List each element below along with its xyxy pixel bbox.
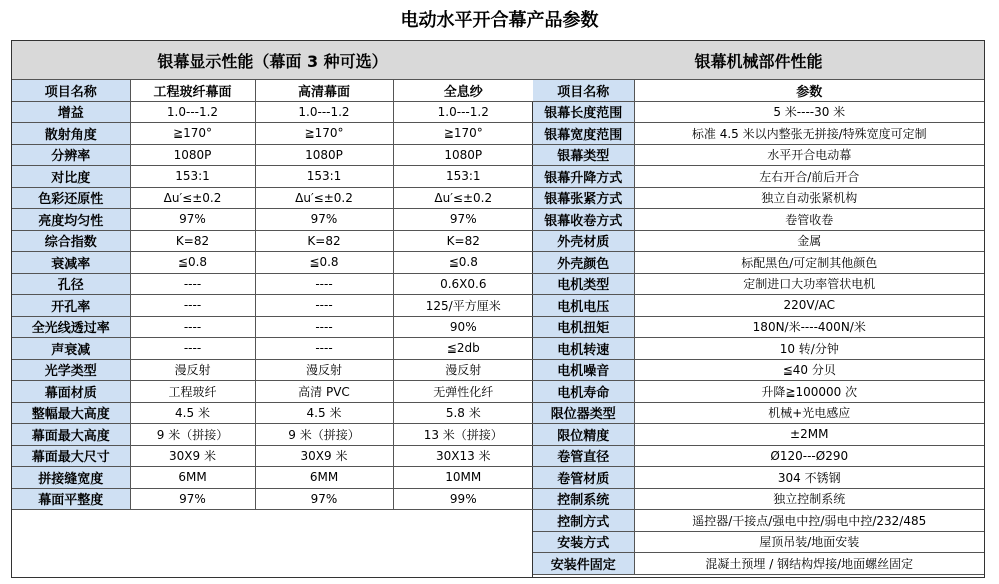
table-row — [533, 316, 984, 338]
display-table-body — [12, 101, 533, 510]
table-cell: ≧170° — [393, 123, 533, 145]
table-row — [12, 273, 533, 295]
table-row — [12, 467, 533, 489]
table-cell: K=82 — [393, 230, 533, 252]
table-row — [533, 424, 984, 446]
table-cell: ≧170° — [130, 123, 255, 145]
table-cell: ≦2db — [393, 338, 533, 360]
row-label: 孔径 — [12, 273, 130, 295]
row-label: 综合指数 — [12, 230, 130, 252]
table-cell: 9 米（拼接） — [255, 424, 393, 446]
row-label: 光学类型 — [12, 359, 130, 381]
table-cell: 左右开合/前后开合 — [634, 166, 984, 188]
table-row — [12, 381, 533, 403]
row-label: 衰减率 — [12, 252, 130, 274]
row-label: 限位精度 — [533, 424, 634, 446]
table-cell: 6MM — [255, 467, 393, 489]
table-row — [12, 488, 533, 510]
row-label: 色彩还原性 — [12, 187, 130, 209]
row-label: 幕面平整度 — [12, 488, 130, 510]
table-cell: ---- — [130, 295, 255, 317]
display-header-row — [12, 80, 533, 102]
table-cell: 30X9 米 — [130, 445, 255, 467]
row-label: 幕面最大尺寸 — [12, 445, 130, 467]
table-row — [533, 273, 984, 295]
table-row — [533, 531, 984, 553]
table-row — [12, 230, 533, 252]
table-cell: Δu′≤±0.2 — [393, 187, 533, 209]
row-label: 银幕收卷方式 — [533, 209, 634, 231]
table-cell: 独立自动张紧机构 — [634, 187, 984, 209]
table-row — [533, 402, 984, 424]
table-cell: 304 不锈钢 — [634, 467, 984, 489]
row-label: 电机电压 — [533, 295, 634, 317]
table-row — [533, 445, 984, 467]
page-title: 电动水平开合幕产品参数 — [400, 10, 599, 31]
table-row — [12, 445, 533, 467]
table-row — [533, 209, 984, 231]
column-header: 全息纱 — [393, 80, 533, 102]
row-label: 电机扭矩 — [533, 316, 634, 338]
table-cell: 30X9 米 — [255, 445, 393, 467]
row-label: 幕面材质 — [12, 381, 130, 403]
table-cell: 卷管收卷 — [634, 209, 984, 231]
table-row — [533, 295, 984, 317]
table-cell: 97% — [130, 488, 255, 510]
row-label: 电机寿命 — [533, 381, 634, 403]
row-label: 安装方式 — [533, 531, 634, 553]
table-cell: ---- — [255, 273, 393, 295]
row-label: 分辨率 — [12, 144, 130, 166]
table-cell: 1.0---1.2 — [393, 101, 533, 123]
table-row — [533, 123, 984, 145]
row-label: 声衰减 — [12, 338, 130, 360]
table-cell: 153:1 — [255, 166, 393, 188]
table-cell: 4.5 米 — [130, 402, 255, 424]
display-performance-panel — [12, 41, 533, 577]
row-label: 电机类型 — [533, 273, 634, 295]
table-cell: 1.0---1.2 — [255, 101, 393, 123]
table-cell: 220V/AC — [634, 295, 984, 317]
row-label: 银幕升降方式 — [533, 166, 634, 188]
column-header: 工程玻纤幕面 — [130, 80, 255, 102]
table-cell: Ø120---Ø290 — [634, 445, 984, 467]
mechanical-section-title: 银幕机械部件性能 — [533, 41, 984, 80]
table-row — [12, 338, 533, 360]
table-cell: 无弹性化纤 — [393, 381, 533, 403]
table-cell: 10MM — [393, 467, 533, 489]
mechanical-performance-table — [533, 41, 984, 575]
table-row — [533, 510, 984, 532]
table-cell: Δu′≤±0.2 — [255, 187, 393, 209]
table-row — [533, 467, 984, 489]
mechanical-performance-panel — [533, 41, 984, 577]
row-label: 亮度均匀性 — [12, 209, 130, 231]
mechanical-table-body — [533, 101, 984, 574]
row-label: 散射角度 — [12, 123, 130, 145]
table-cell: ≧170° — [255, 123, 393, 145]
table-cell: 标准 4.5 米以内整张无拼接/特殊宽度可定制 — [634, 123, 984, 145]
table-row — [12, 187, 533, 209]
table-cell: 漫反射 — [255, 359, 393, 381]
table-cell: 125/平方厘米 — [393, 295, 533, 317]
table-row — [533, 488, 984, 510]
table-row — [533, 381, 984, 403]
table-cell: 标配黑色/可定制其他颜色 — [634, 252, 984, 274]
mechanical-header-row — [533, 80, 984, 102]
table-cell: 30X13 米 — [393, 445, 533, 467]
table-cell: 金属 — [634, 230, 984, 252]
row-label: 银幕宽度范围 — [533, 123, 634, 145]
table-row — [12, 359, 533, 381]
row-label: 拼接缝宽度 — [12, 467, 130, 489]
table-cell: ≦0.8 — [255, 252, 393, 274]
row-label: 限位器类型 — [533, 402, 634, 424]
table-cell: ---- — [255, 316, 393, 338]
row-label: 卷管直径 — [533, 445, 634, 467]
table-row — [12, 144, 533, 166]
table-cell: 屋顶吊装/地面安装 — [634, 531, 984, 553]
table-cell: 混凝土预埋 / 钢结构焊接/地面螺丝固定 — [634, 553, 984, 575]
table-cell: 99% — [393, 488, 533, 510]
table-row — [12, 316, 533, 338]
table-cell: ≦40 分贝 — [634, 359, 984, 381]
table-cell: 4.5 米 — [255, 402, 393, 424]
table-row — [533, 338, 984, 360]
row-label: 幕面最大高度 — [12, 424, 130, 446]
table-row — [533, 230, 984, 252]
row-label: 对比度 — [12, 166, 130, 188]
table-cell: ±2MM — [634, 424, 984, 446]
table-cell: 漫反射 — [130, 359, 255, 381]
table-row — [533, 166, 984, 188]
table-cell: 153:1 — [393, 166, 533, 188]
table-cell: 1.0---1.2 — [130, 101, 255, 123]
table-row — [533, 553, 984, 575]
column-header: 项目名称 — [533, 80, 634, 102]
table-row — [533, 252, 984, 274]
table-cell: 独立控制系统 — [634, 488, 984, 510]
display-performance-table — [12, 41, 533, 510]
table-cell: 水平开合电动幕 — [634, 144, 984, 166]
spec-sheet — [11, 40, 985, 578]
row-label: 开孔率 — [12, 295, 130, 317]
table-cell: ---- — [130, 273, 255, 295]
table-row — [12, 123, 533, 145]
table-row — [12, 424, 533, 446]
table-row — [12, 166, 533, 188]
table-cell: 工程玻纤 — [130, 381, 255, 403]
table-row — [12, 209, 533, 231]
table-cell: ---- — [255, 338, 393, 360]
table-cell: 13 米（拼接） — [393, 424, 533, 446]
table-cell: ≦0.8 — [130, 252, 255, 274]
table-cell: 10 转/分钟 — [634, 338, 984, 360]
row-label: 银幕张紧方式 — [533, 187, 634, 209]
table-cell: 5 米----30 米 — [634, 101, 984, 123]
table-cell: 90% — [393, 316, 533, 338]
table-cell: 高清 PVC — [255, 381, 393, 403]
row-label: 整幅最大高度 — [12, 402, 130, 424]
row-label: 增益 — [12, 101, 130, 123]
table-cell: 180N/米----400N/米 — [634, 316, 984, 338]
table-cell: 遥控器/干接点/强电中控/弱电中控/232/485 — [634, 510, 984, 532]
row-label: 卷管材质 — [533, 467, 634, 489]
table-cell: ---- — [255, 295, 393, 317]
row-label: 银幕类型 — [533, 144, 634, 166]
row-label: 控制系统 — [533, 488, 634, 510]
table-cell: 153:1 — [130, 166, 255, 188]
table-cell: 1080P — [393, 144, 533, 166]
table-cell: 漫反射 — [393, 359, 533, 381]
row-label: 银幕长度范围 — [533, 101, 634, 123]
table-cell: K=82 — [130, 230, 255, 252]
table-cell: 定制进口大功率管状电机 — [634, 273, 984, 295]
table-cell: 97% — [393, 209, 533, 231]
table-row — [12, 402, 533, 424]
table-cell: 1080P — [130, 144, 255, 166]
table-cell: 1080P — [255, 144, 393, 166]
row-label: 电机噪音 — [533, 359, 634, 381]
table-row — [12, 295, 533, 317]
table-cell: 升降≧100000 次 — [634, 381, 984, 403]
column-header: 项目名称 — [12, 80, 130, 102]
column-header: 高清幕面 — [255, 80, 393, 102]
row-label: 外壳材质 — [533, 230, 634, 252]
table-row — [533, 359, 984, 381]
table-row — [12, 252, 533, 274]
table-cell: 97% — [255, 488, 393, 510]
table-row — [533, 101, 984, 123]
table-cell: K=82 — [255, 230, 393, 252]
display-section-title: 银幕显示性能（幕面 3 种可选） — [12, 41, 533, 80]
table-cell: ---- — [130, 316, 255, 338]
row-label: 控制方式 — [533, 510, 634, 532]
table-cell: 5.8 米 — [393, 402, 533, 424]
table-row — [533, 144, 984, 166]
table-cell: Δu′≤±0.2 — [130, 187, 255, 209]
row-label: 安装件固定 — [533, 553, 634, 575]
row-label: 外壳颜色 — [533, 252, 634, 274]
table-cell: 97% — [255, 209, 393, 231]
table-cell: 9 米（拼接） — [130, 424, 255, 446]
table-row — [533, 187, 984, 209]
table-cell: 97% — [130, 209, 255, 231]
table-cell: 机械+光电感应 — [634, 402, 984, 424]
table-row — [12, 101, 533, 123]
row-label: 电机转速 — [533, 338, 634, 360]
table-cell: ≦0.8 — [393, 252, 533, 274]
column-header: 参数 — [634, 80, 984, 102]
table-cell: 6MM — [130, 467, 255, 489]
row-label: 全光线透过率 — [12, 316, 130, 338]
table-cell: ---- — [130, 338, 255, 360]
table-cell: 0.6X0.6 — [393, 273, 533, 295]
